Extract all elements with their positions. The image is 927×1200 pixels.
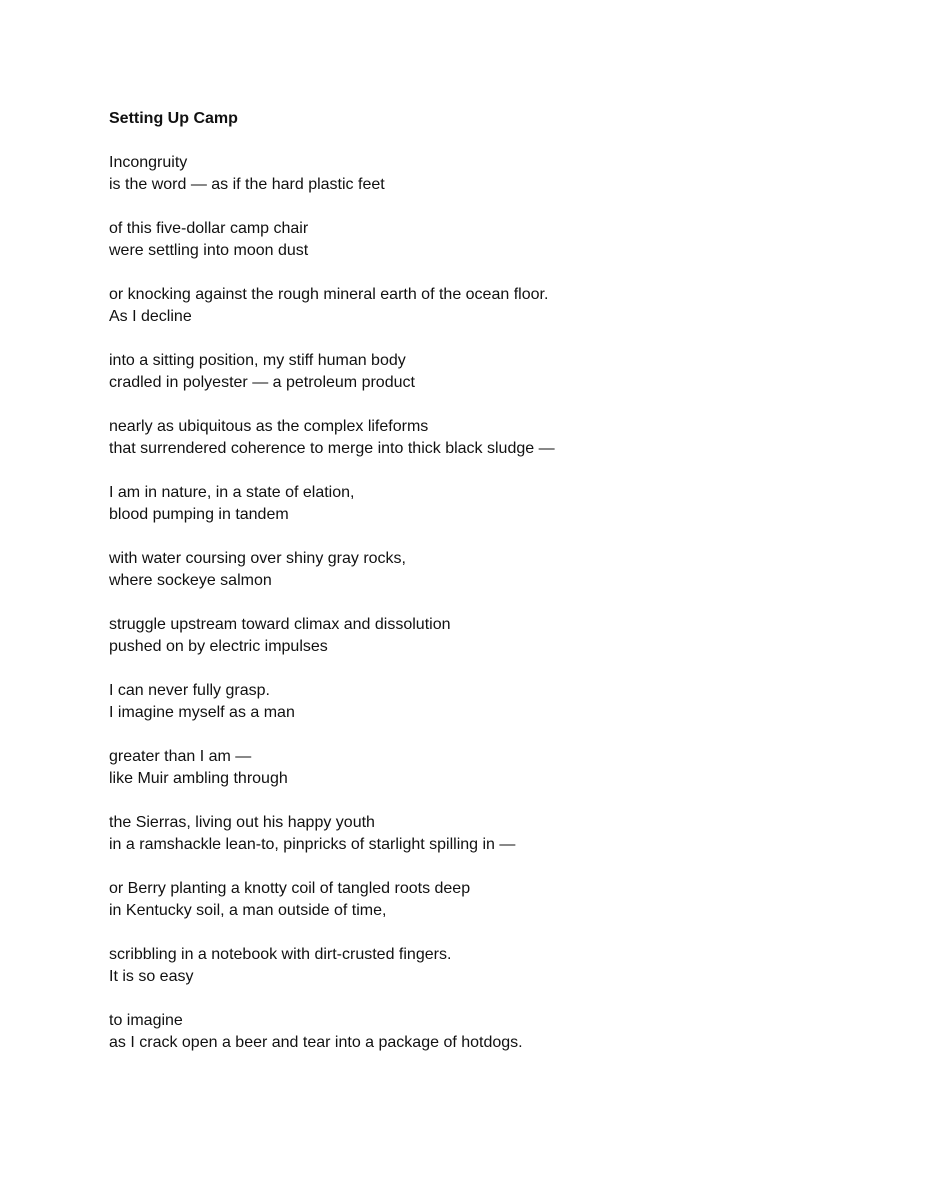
poem-line: It is so easy: [109, 968, 194, 985]
stanza: [109, 548, 869, 592]
stanza: [109, 944, 869, 988]
poem-line: nearly as ubiquitous as the complex lifeforms: [109, 418, 429, 435]
stanza: [109, 746, 869, 790]
poem-line: into a sitting position, my stiff human body: [109, 352, 406, 369]
poem-line: blood pumping in tandem: [109, 506, 289, 523]
poem-line: scribbling in a notebook with dirt-crusted fingers.: [109, 946, 452, 963]
stanza: [109, 152, 869, 196]
stanza: [109, 350, 869, 394]
poem-line: in a ramshackle lean-to, pinpricks of starlight spilling in —: [109, 836, 516, 853]
poem-line: with water coursing over shiny gray rocks,: [109, 550, 406, 567]
poem-line: is the word — as if the hard plastic feet: [109, 176, 385, 193]
poem-line: greater than I am —: [109, 748, 252, 765]
poem-line: were settling into moon dust: [109, 242, 309, 259]
stanza: [109, 812, 869, 856]
poem-line: that surrendered coherence to merge into thick black sludge —: [109, 440, 555, 457]
poem-line: where sockeye salmon: [109, 572, 272, 589]
poem-line: or knocking against the rough mineral earth of the ocean floor.: [109, 286, 549, 303]
poem-line: pushed on by electric impulses: [109, 638, 328, 655]
poem-line: the Sierras, living out his happy youth: [109, 814, 375, 831]
stanza: [109, 416, 869, 460]
poem-line: I can never fully grasp.: [109, 682, 270, 699]
poem-line: As I decline: [109, 308, 192, 325]
poem-line: I am in nature, in a state of elation,: [109, 484, 355, 501]
poem-line: I imagine myself as a man: [109, 704, 295, 721]
poem-line: like Muir ambling through: [109, 770, 288, 787]
poem-line: in Kentucky soil, a man outside of time,: [109, 902, 387, 919]
poem-line: struggle upstream toward climax and dissolution: [109, 616, 451, 633]
stanza: [109, 878, 869, 922]
poem-line: as I crack open a beer and tear into a package of hotdogs.: [109, 1034, 523, 1051]
poem-line: of this five-dollar camp chair: [109, 220, 309, 237]
poem-line: cradled in polyester — a petroleum product: [109, 374, 415, 391]
stanza: [109, 1010, 869, 1054]
stanza: [109, 680, 869, 724]
stanza: [109, 284, 869, 328]
poem-line: or Berry planting a knotty coil of tangled roots deep: [109, 880, 471, 897]
poem-line: Incongruity: [109, 154, 188, 171]
poem-line: to imagine: [109, 1012, 183, 1029]
poem-title: Setting Up Camp: [109, 110, 238, 127]
stanza: [109, 218, 869, 262]
stanza: [109, 614, 869, 658]
poem: [109, 108, 869, 1076]
stanza: [109, 482, 869, 526]
